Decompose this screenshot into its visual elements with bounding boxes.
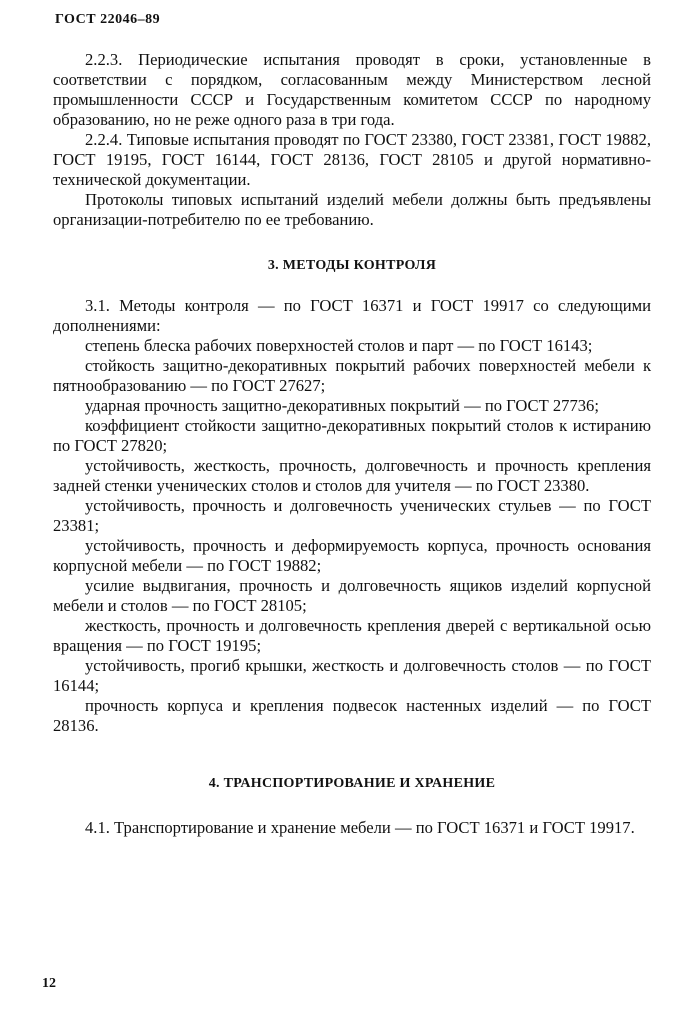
paragraph-4-1: 4.1. Транспортирование и хранение мебели — по ГОСТ 16371 и ГОСТ 19917. bbox=[85, 818, 635, 837]
section-3-title: 3. МЕТОДЫ КОНТРОЛЯ bbox=[267, 258, 437, 273]
paragraph-2-2-4: 2.2.4. Типовые испытания проводят по ГОСТ 23380, ГОСТ 23381, ГОСТ 19882, ГОСТ 19195, ГОСТ 16144, ГОСТ 28136, ГОСТ 28105 и другой нормативно-технической документации. bbox=[53, 130, 651, 189]
list-item: усилие выдвигания, прочность и долговечность ящиков изделий корпусной мебели и столов — по ГОСТ 28105; bbox=[53, 576, 651, 615]
list-item: жесткость, прочность и долговечность крепления дверей с вертикальной осью вращения — по ГОСТ 19195; bbox=[53, 616, 651, 655]
list-item: ударная прочность защитно-декоративных покрытий — по ГОСТ 27736; bbox=[85, 396, 599, 415]
paragraph-3-1: 3.1. Методы контроля — по ГОСТ 16371 и ГОСТ 19917 со следующими дополнениями: bbox=[53, 296, 651, 335]
list-item: степень блеска рабочих поверхностей столов и парт — по ГОСТ 16143; bbox=[85, 336, 593, 355]
list-item: устойчивость, прочность и долговечность ученических стульев — по ГОСТ 23381; bbox=[53, 496, 651, 535]
document-header: ГОСТ 22046–89 bbox=[55, 12, 161, 27]
list-item: устойчивость, прогиб крышки, жесткость и долговечность столов — по ГОСТ 16144; bbox=[53, 656, 651, 695]
list-item: устойчивость, жесткость, прочность, долговечность и прочность крепления задней стенки ученических столов и столов для учителя — по ГОСТ 23380. bbox=[53, 456, 651, 495]
paragraph-protocols: Протоколы типовых испытаний изделий мебели должны быть предъявлены организации-потребителю по ее требованию. bbox=[53, 190, 651, 229]
paragraph-2-2-3: 2.2.3. Периодические испытания проводят в сроки, установленные в соответствии с порядком, согласованным между Министерством лесной промышленности СССР и Государственным комитетом СССР по народному образованию, но не реже одного раза в три года. bbox=[53, 50, 651, 129]
list-item: стойкость защитно-декоративных покрытий рабочих поверхностей мебели к пятнообразованию — по ГОСТ 27627; bbox=[53, 356, 651, 395]
list-item: коэффициент стойкости защитно-декоративных покрытий столов к истиранию по ГОСТ 27820; bbox=[53, 416, 651, 455]
page-number: 12 bbox=[42, 976, 56, 991]
list-item: прочность корпуса и крепления подвесок настенных изделий — по ГОСТ 28136. bbox=[53, 696, 651, 735]
section-4-title: 4. ТРАНСПОРТИРОВАНИЕ И ХРАНЕНИЕ bbox=[208, 776, 496, 791]
page-content bbox=[53, 50, 651, 838]
list-item: устойчивость, прочность и деформируемость корпуса, прочность основания корпусной мебели — по ГОСТ 19882; bbox=[53, 536, 651, 575]
